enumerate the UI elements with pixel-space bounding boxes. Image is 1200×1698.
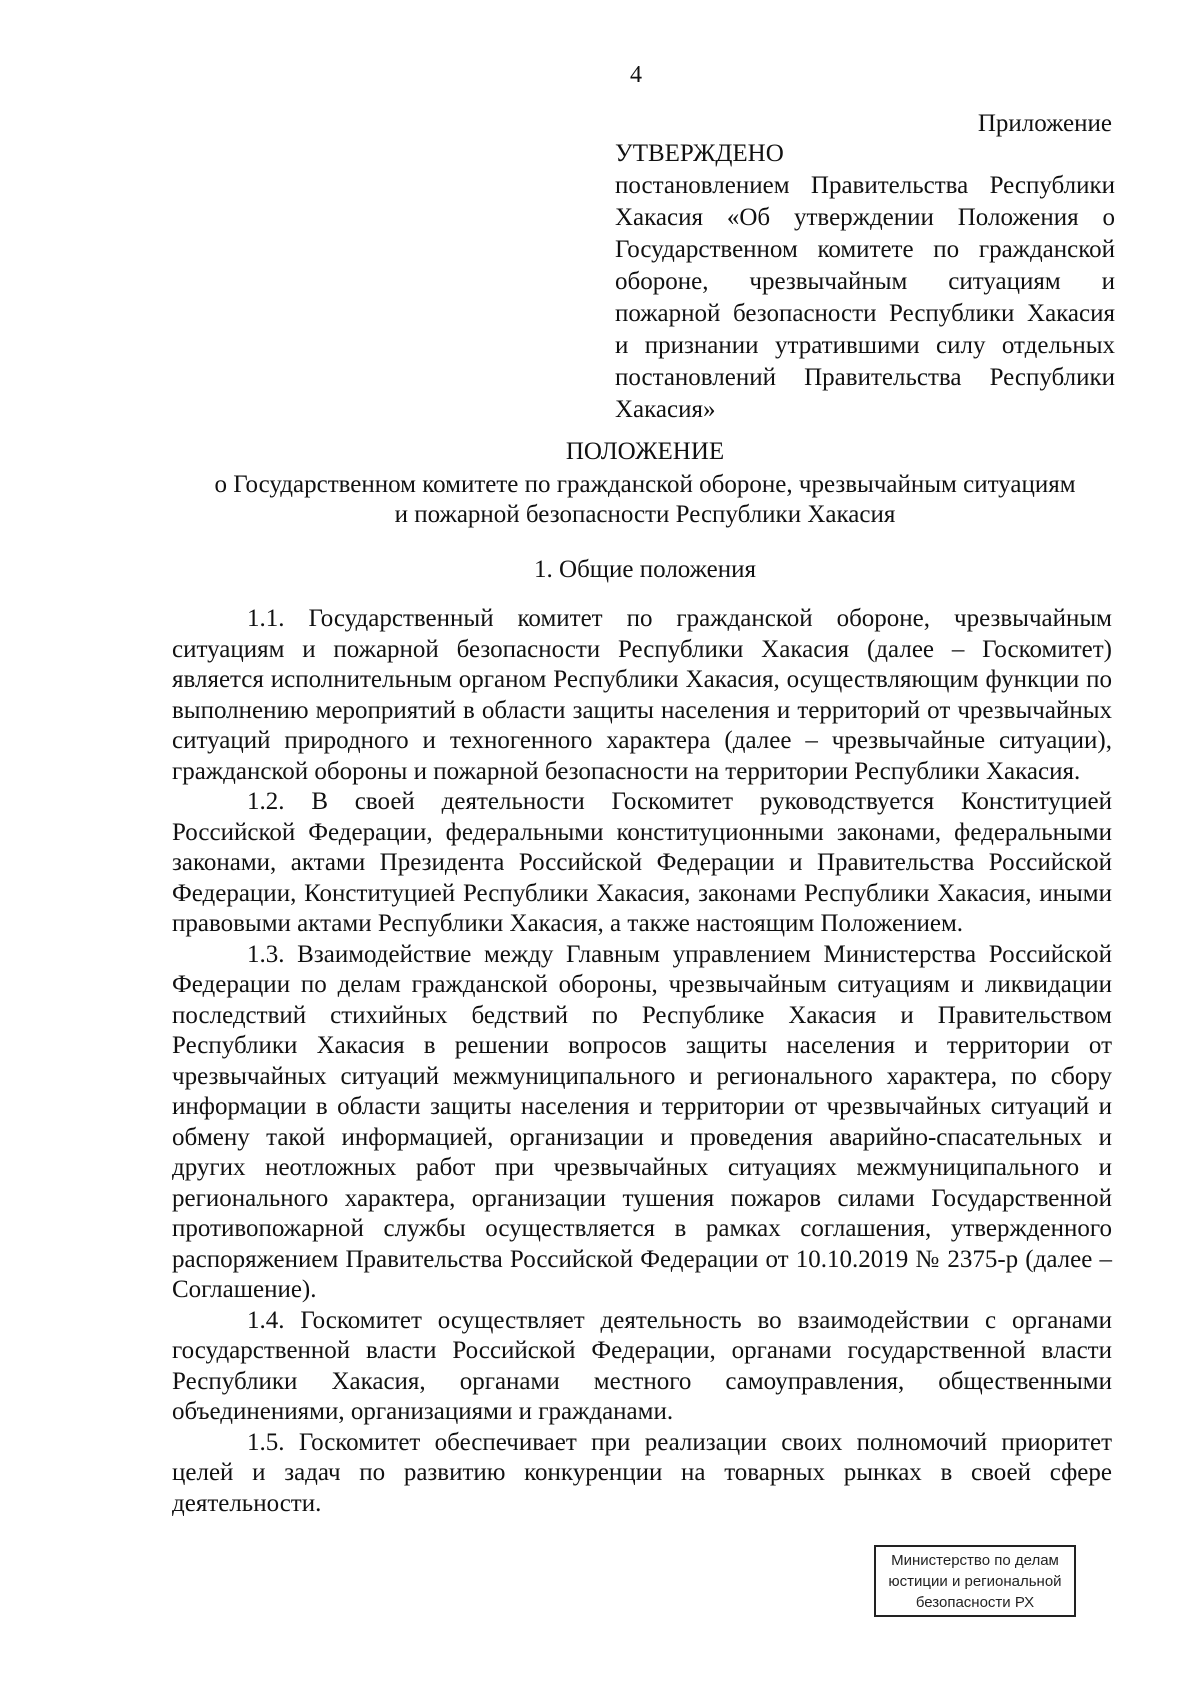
page-number: 4 <box>630 62 642 88</box>
document-title: ПОЛОЖЕНИЕ <box>565 438 725 465</box>
paragraph-1-5: 1.5. Госкомитет обеспечивает при реализации своих полномочий приоритет целей и задач по развитию конкуренции на товарных рынках в своей сфере деятельности. <box>172 1428 1112 1517</box>
approved-label: УТВЕРЖДЕНО <box>615 140 784 167</box>
paragraph-1-4: 1.4. Госкомитет осуществляет деятельность во взаимодействии с органами государственной власти Российской Федерации, органами государственной власти Республики Хакасия, органами местного самоуправления, общественными объединениями, организациями и гражданами. <box>172 1306 1112 1425</box>
subtitle-line-1: о Государственном комитете по гражданской обороне, чрезвычайным ситуациям <box>214 471 1076 498</box>
document-subtitle <box>170 470 1120 530</box>
paragraph-1-2: 1.2. В своей деятельности Госкомитет руководствуется Конституцией Российской Федерации, федеральными конституционными законами, федеральными законами, актами Президента Российской Федерации и Правительства Российской Федерации, Конституцией Республики Хакасия, законами Республики Хакасия, иными правовыми актами Республики Хакасия, а также настоящим Положением. <box>172 788 1112 937</box>
document-body <box>172 604 1112 1519</box>
stamp-line-1: Министерство по делам <box>891 1552 1059 1569</box>
stamp-line-2: юстиции и региональной <box>888 1573 1062 1590</box>
section-title: 1. Общие положения <box>534 556 756 583</box>
stamp-line-3: безопасности РХ <box>915 1594 1035 1611</box>
paragraph-1-1: 1.1. Государственный комитет по гражданской обороне, чрезвычайным ситуациям и пожарной безопасности Республики Хакасия (далее – Госкомитет) является исполнительным органом Республики Хакасия, осуществляющим функции по выполнению мероприятий в области защиты населения и территорий от чрезвычайных ситуаций природного и техногенного характера (далее – чрезвычайные ситуации), гражданской обороны и пожарной безопасности на территории Республики Хакасия. <box>172 605 1112 785</box>
subtitle-line-2: и пожарной безопасности Республики Хакасия <box>394 501 896 528</box>
registration-stamp <box>874 1545 1076 1617</box>
appendix-label: Приложение <box>977 110 1112 137</box>
approval-block <box>615 138 1115 426</box>
paragraph-1-3: 1.3. Взаимодействие между Главным управлением Министерства Российской Федерации по делам гражданской обороны, чрезвычайным ситуациям и ликвидации последствий стихийных бедствий по Республике Хакасия и Правительством Республики Хакасия в решении вопросов защиты населения и территории от чрезвычайных ситуаций межмуниципального и регионального характера, по сбору информации в области защиты населения и территории от чрезвычайных ситуаций и обмену такой информацией, организации и проведения аварийно-спасательных и других неотложных работ при чрезвычайных ситуациях межмуниципального и регионального характера, организации тушения пожаров силами Государственной противопожарной службы осуществляется в рамках соглашения, утвержденного распоряжением Правительства Российской Федерации от 10.10.2019 № 2375-р (далее – Соглашение). <box>172 940 1112 1303</box>
approval-text: постановлением Правительства Республики Хакасия «Об утверждении Положения о Государственном комитете по гражданской обороне, чрезвычайным ситуациям и пожарной безопасности Республики Хакасия и признании утратившими силу отдельных постановлений Правительства Республики Хакасия» <box>615 172 1115 423</box>
